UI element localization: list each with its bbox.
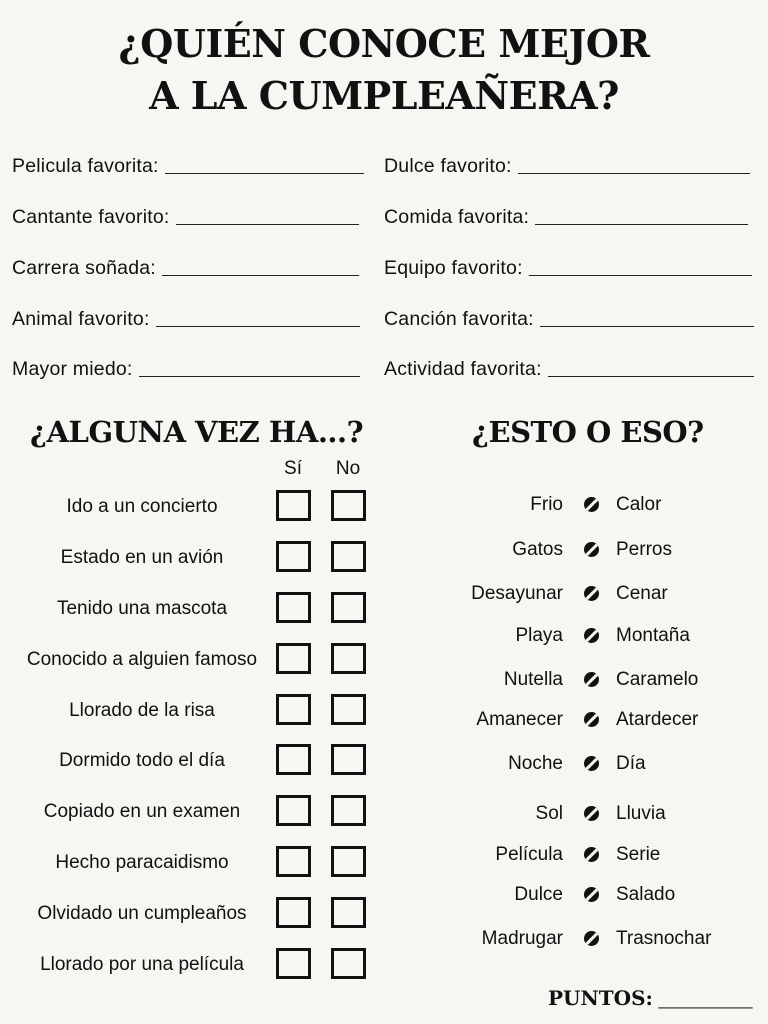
ever-section-title: ¿ALGUNA VEZ HA...?	[30, 415, 364, 449]
option-left[interactable]: Noche	[508, 753, 563, 774]
favorite-field-cancion[interactable]	[384, 308, 754, 331]
answer-line[interactable]	[139, 375, 360, 377]
field-label: Mayor miedo:	[12, 358, 133, 380]
option-left[interactable]: Sol	[535, 803, 563, 824]
this-or-that-row	[0, 753, 768, 781]
score-label: PUNTOS:	[548, 986, 653, 1010]
field-label: Cantante favorito:	[12, 206, 170, 228]
option-left[interactable]: Playa	[515, 625, 563, 646]
option-left[interactable]: Madrugar	[481, 928, 563, 949]
favorite-field-animal[interactable]	[12, 308, 360, 331]
field-label: Canción favorita:	[384, 308, 534, 330]
slash-circle-icon	[584, 586, 599, 601]
slash-circle-icon	[584, 628, 599, 643]
this-or-that-row	[0, 494, 768, 522]
favorite-field-dulce[interactable]	[384, 155, 750, 178]
score-field[interactable]	[548, 986, 753, 1011]
option-right[interactable]: Caramelo	[616, 669, 699, 690]
this-or-that-row	[0, 669, 768, 697]
option-right[interactable]: Cenar	[616, 583, 668, 604]
answer-line[interactable]	[518, 172, 750, 174]
this-or-that-row	[0, 583, 768, 611]
field-label: Animal favorito:	[12, 308, 150, 330]
option-left[interactable]: Desayunar	[471, 583, 563, 604]
answer-line[interactable]	[176, 223, 359, 225]
question-label: Olvidado un cumpleaños	[37, 903, 247, 924]
field-label: Comida favorita:	[384, 206, 530, 228]
answer-line[interactable]	[529, 274, 752, 276]
field-label: Dulce favorito:	[384, 155, 512, 177]
slash-circle-icon	[584, 847, 599, 862]
option-left[interactable]: Frio	[530, 494, 563, 515]
favorite-field-pelicula[interactable]	[12, 155, 364, 178]
question-label: Llorado de la risa	[69, 700, 215, 721]
option-right[interactable]: Perros	[616, 539, 672, 560]
question-label: Dormido todo el día	[59, 750, 225, 771]
slash-circle-icon	[584, 497, 599, 512]
favorite-field-carrera[interactable]	[12, 257, 359, 280]
this-or-that-row	[0, 844, 768, 872]
no-column-header: No	[335, 458, 361, 479]
favorite-field-actividad[interactable]	[384, 358, 754, 381]
question-label: Hecho paracaidismo	[55, 852, 229, 873]
option-left[interactable]: Película	[495, 844, 563, 865]
option-right[interactable]: Salado	[616, 884, 676, 905]
question-label: Ido a un concierto	[66, 496, 218, 517]
field-label: Equipo favorito:	[384, 257, 523, 279]
favorite-field-equipo[interactable]	[384, 257, 752, 280]
option-left[interactable]: Nutella	[503, 669, 563, 690]
option-right[interactable]: Serie	[616, 844, 661, 865]
option-left[interactable]: Amanecer	[476, 709, 563, 730]
slash-circle-icon	[584, 756, 599, 771]
favorite-field-miedo[interactable]	[12, 358, 360, 381]
slash-circle-icon	[584, 931, 599, 946]
slash-circle-icon	[584, 887, 599, 902]
slash-circle-icon	[584, 542, 599, 557]
this-or-that-row	[0, 928, 768, 956]
option-right[interactable]: Montaña	[616, 625, 690, 646]
this-or-that-row	[0, 884, 768, 912]
yes-column-header: Sí	[284, 458, 302, 479]
question-label: Copiado en un examen	[43, 801, 241, 822]
question-label: Llorado por una película	[40, 954, 244, 975]
option-left[interactable]: Gatos	[512, 539, 563, 560]
field-label: Carrera soñada:	[12, 257, 156, 279]
question-label: Conocido a alguien famoso	[26, 649, 258, 670]
this-or-that-section-title: ¿ESTO O ESO?	[472, 415, 704, 449]
title-line-2: A LA CUMPLEAÑERA?	[149, 73, 619, 118]
answer-line[interactable]	[156, 325, 360, 327]
slash-circle-icon	[584, 672, 599, 687]
field-label: Actividad favorita:	[384, 358, 542, 380]
favorite-field-cantante[interactable]	[12, 206, 359, 229]
option-left[interactable]: Dulce	[514, 884, 563, 905]
slash-circle-icon	[584, 712, 599, 727]
option-right[interactable]: Lluvia	[616, 803, 666, 824]
title-line-1: ¿QUIÉN CONOCE MEJOR	[118, 21, 650, 66]
page-title	[0, 18, 768, 122]
answer-line[interactable]	[535, 223, 748, 225]
option-right[interactable]: Calor	[616, 494, 662, 515]
this-or-that-row	[0, 709, 768, 737]
answer-line[interactable]	[162, 274, 359, 276]
answer-line[interactable]	[165, 172, 364, 174]
this-or-that-row	[0, 803, 768, 831]
option-right[interactable]: Trasnochar	[616, 928, 712, 949]
question-label: Tenido una mascota	[56, 598, 228, 619]
slash-circle-icon	[584, 806, 599, 821]
this-or-that-row	[0, 625, 768, 653]
question-label: Estado en un avión	[60, 547, 224, 568]
field-label: Pelicula favorita:	[12, 155, 159, 177]
score-blank[interactable]: _________	[658, 989, 754, 1009]
option-right[interactable]: Día	[616, 753, 646, 774]
option-right[interactable]: Atardecer	[616, 709, 699, 730]
answer-line[interactable]	[540, 325, 754, 327]
this-or-that-row	[0, 539, 768, 567]
favorite-field-comida[interactable]	[384, 206, 748, 229]
answer-line[interactable]	[548, 375, 754, 377]
